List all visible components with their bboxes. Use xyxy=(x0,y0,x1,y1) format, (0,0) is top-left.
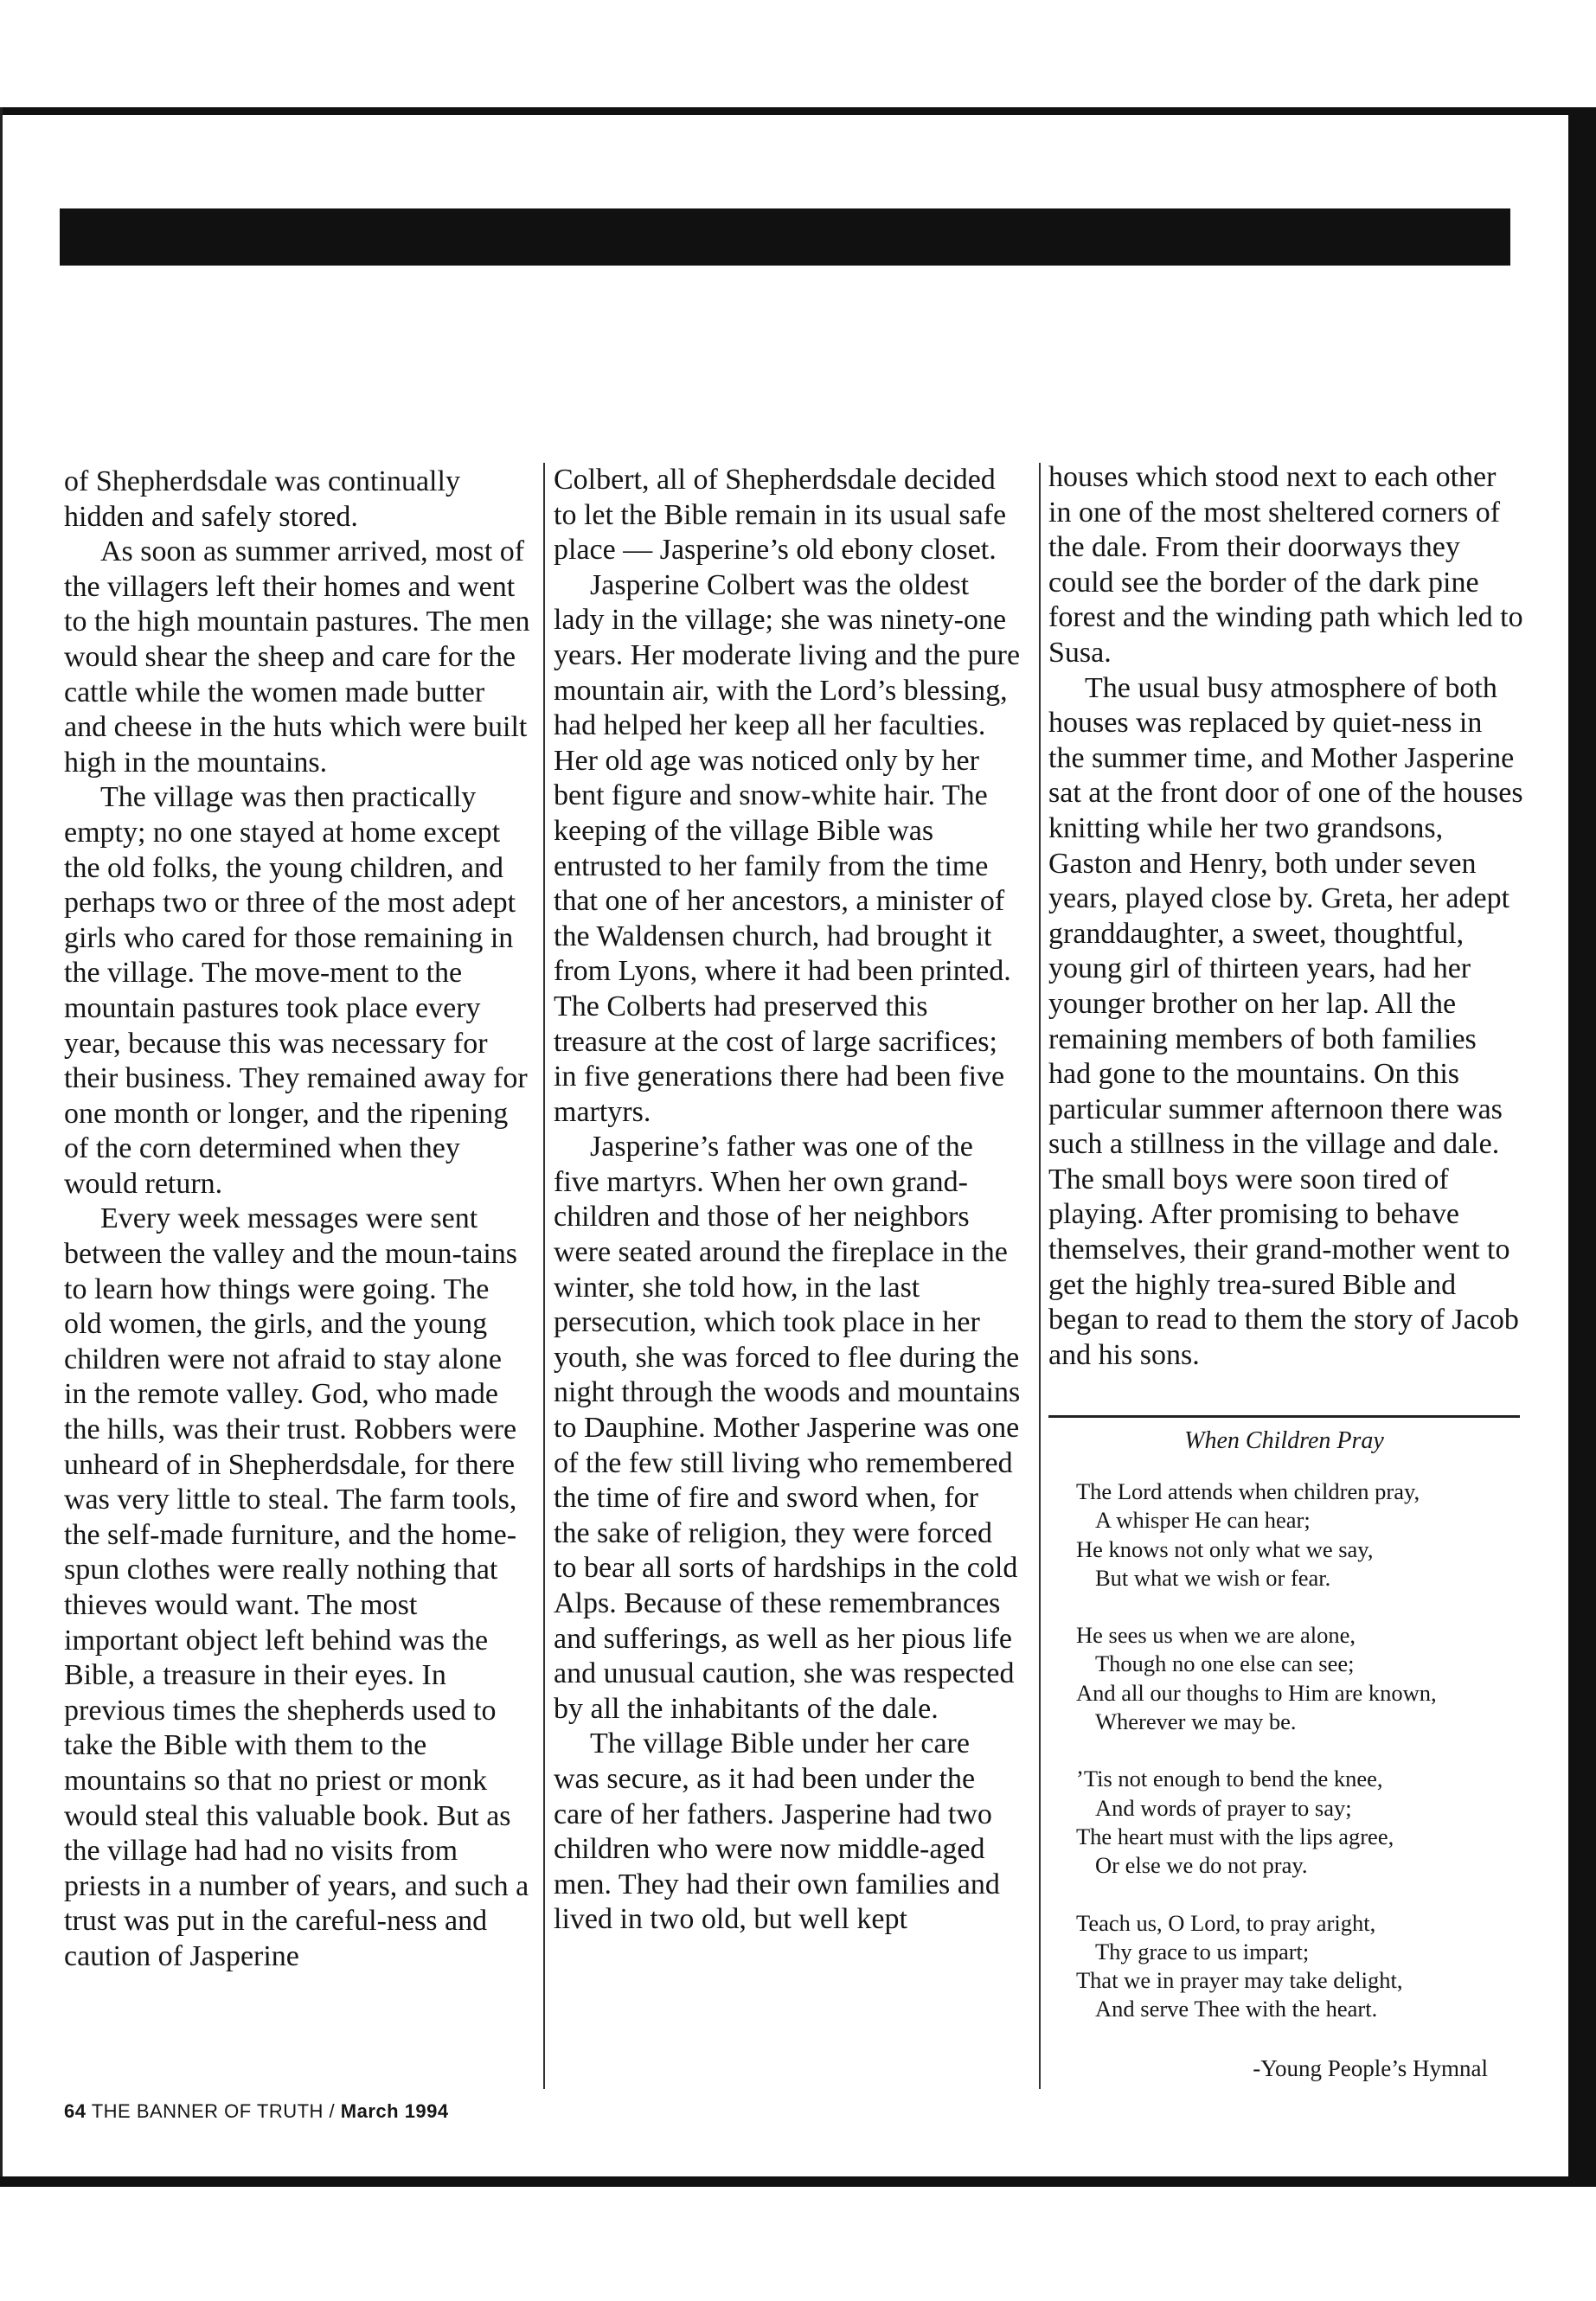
poem-line: ’Tis not enough to bend the knee, xyxy=(1076,1766,1383,1792)
poem-line: Teach us, O Lord, to pray aright, xyxy=(1076,1909,1376,1936)
poem-line: And words of prayer to say; xyxy=(1095,1794,1352,1821)
poem-line: The Lord attends when children pray, xyxy=(1076,1478,1420,1504)
paragraph: Jasperine’s father was one of the five martyrs. When her own grand-children and those of her neighbors were seated around the fireplace in the winter, she told how, in the last persecution, which took place in her youth, she was forced to flee during the night through the woods and mountains to Dauphine. Mother Jasperine was one of the few still living who remembered the time of fire and sword when, for the sake of religion, they were forced to bear all sorts of hardships in the cold Alps. Because of these remembrances and sufferings, as well as her pious life and unusual caution, she was respected by all the inhabitants of the dale. xyxy=(554,1131,1021,1725)
text-column-1 xyxy=(64,465,531,1975)
poem-divider xyxy=(1048,1415,1520,1418)
issue-date: March 1994 xyxy=(340,2100,449,2122)
paragraph: of Shepherdsdale was continually hidden and safely stored. xyxy=(64,465,460,533)
poem-stanza xyxy=(1076,1477,1526,1593)
paragraph: houses which stood next to each other in one of the most sheltered corners of the dale. From their doorways they could see the border of the dark pine forest and the winding path which led to Susa. xyxy=(1048,461,1523,669)
scan-border-bottom xyxy=(0,2176,1596,2187)
paragraph: Every week messages were sent between the valley and the moun-tains to learn how things were going. The old women, the girls, and the young children were not afraid to stay alone in the remote valley. God, who made the hills, was their trust. Robbers were unheard of in Shepherdsdale, for there was very little to steal. The farm tools, the self-made furniture, and the home-spun clothes were really nothing that thieves would want. The most important object left behind was the Bible, a treasure in their eyes. In previous times the shepherds used to take the Bible with them to the mountains so that no priest or monk would steal this valuable book. But as the village had had no visits from priests in a number of years, and such a trust was put in the careful-ness and caution of Jasperine xyxy=(64,1202,529,1972)
paragraph: As soon as summer arrived, most of the villagers left their homes and went to the high mountain pastures. The men would shear the sheep and care for the cattle while the women made butter and cheese in the huts which were built high in the mountains. xyxy=(64,535,530,779)
text-column-2 xyxy=(554,463,1021,1938)
scan-border-right xyxy=(1568,107,1596,2179)
column-divider xyxy=(543,463,545,2089)
paragraph: The usual busy atmosphere of both houses was replaced by quiet-ness in the summer time, and Mother Jasperine sat at the front door of one of the houses knitting while her two grandsons, Gaston and Henry, both under seven years, played close by. Greta, her adept granddaughter, a sweet, thoughtful, young girl of thirteen years, had her younger brother on her lap. All the remaining members of both families had gone to the mountains. On this particular summer afternoon there was such a stillness in the village and dale. The small boys were soon tired of playing. After promising to behave themselves, their grand-mother went to get the highly trea-sured Bible and began to read to them the story of Jacob and his sons. xyxy=(1048,671,1523,1371)
text-column-3 xyxy=(1048,460,1524,1373)
poem-line: But what we wish or fear. xyxy=(1095,1564,1331,1591)
scan-border-left xyxy=(0,107,3,2183)
poem-stanza xyxy=(1076,1909,1526,2024)
poem-line: That we in prayer may take delight, xyxy=(1076,1967,1403,1994)
poem-line: And serve Thee with the heart. xyxy=(1095,1996,1378,2022)
scan-border-top xyxy=(0,107,1596,115)
poem-stanza xyxy=(1076,1765,1526,1880)
page-number: 64 xyxy=(64,2100,87,2122)
paragraph: Colbert, all of Shepherdsdale decided to let the Bible remain in its usual safe place — Jasperine’s old ebony closet. xyxy=(554,464,1007,567)
header-bar xyxy=(60,208,1510,266)
poem-line: And all our thoughs to Him are known, xyxy=(1076,1679,1437,1706)
poem xyxy=(1076,1477,1526,2053)
poem-line: Wherever we may be. xyxy=(1095,1708,1297,1735)
poem-line: Though no one else can see; xyxy=(1095,1650,1355,1677)
publication-name: THE BANNER OF TRUTH / xyxy=(91,2100,336,2122)
paragraph: The village was then practically empty; no one stayed at home except the old folks, the young children, and perhaps two or three of the most adept girls who cared for those remaining in the village. The move-ment to the mountain pastures took place every year, because this was necessary for their business. They remained away for one month or longer, and the ripening of the corn determined when they would return. xyxy=(64,781,528,1200)
poem-line: The heart must with the lips agree, xyxy=(1076,1823,1394,1849)
paragraph: The village Bible under her care was secure, as it had been under the care of her fathers. Jasperine had two children who were now middle-aged men. They had their own families and lived in two old, but well kept xyxy=(554,1727,1000,1936)
poem-attribution: -Young People’s Hymnal xyxy=(1253,2055,1488,2081)
paragraph: Jasperine Colbert was the oldest lady in the village; she was ninety-one years. Her moderate living and the pure mountain air, with the Lord’s blessing, had helped her keep all her faculties. Her old age was noticed only by her bent figure and snow-white hair. The keeping of the village Bible was entrusted to her family from the time that one of her ancestors, a minister of the Waldensen church, had brought it from Lyons, where it had been printed. The Colberts had preserved this treasure at the cost of large sacrifices; in five generations there had been five martyrs. xyxy=(554,568,1021,1128)
poem-line: He knows not only what we say, xyxy=(1076,1535,1374,1562)
column-divider xyxy=(1039,463,1041,2089)
poem-stanza xyxy=(1076,1621,1526,1736)
page-footer xyxy=(64,2100,449,2123)
poem-line: Or else we do not pray. xyxy=(1095,1852,1308,1879)
poem-line: A whisper He can hear; xyxy=(1095,1507,1311,1534)
poem-title: When Children Pray xyxy=(1184,1427,1384,1454)
poem-line: He sees us when we are alone, xyxy=(1076,1622,1356,1649)
poem-line: Thy grace to us impart; xyxy=(1095,1938,1310,1965)
